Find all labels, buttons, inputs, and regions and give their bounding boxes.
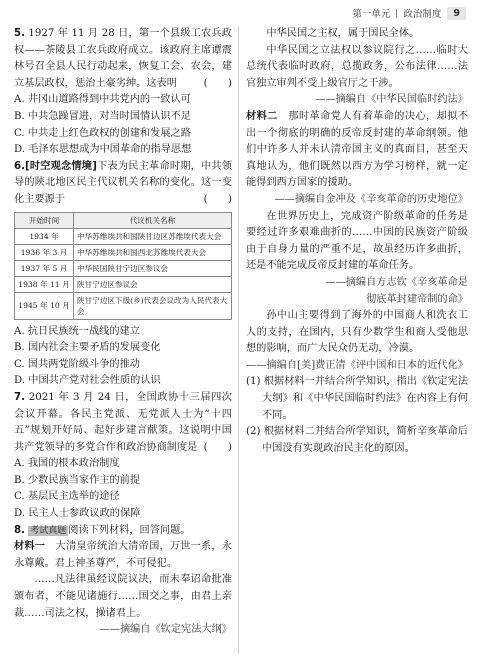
page-number: 9 bbox=[447, 7, 466, 20]
material-2-source-2b: 彻底革封建帝制的命》 bbox=[366, 293, 468, 305]
material-1-source-2: ——摘编自《中华民国临时约法》 bbox=[315, 94, 468, 106]
unit-label: 第一单元 bbox=[352, 9, 391, 20]
sub-question-1: (1) 根据材料一并结合所学知识，指出《钦定宪法大纲》和《中华民国临时约法》在内容上有何不同。 bbox=[246, 376, 468, 421]
option-b: B. 中共急躁冒进，对当时国情认识不足 bbox=[14, 110, 191, 122]
table-cell-name: 中华民国陕甘宁边区参议会 bbox=[74, 260, 232, 276]
table-cell-time: 1936 年 3 月 bbox=[15, 244, 74, 260]
question-6-stem bbox=[14, 159, 232, 209]
question-8-text: 阅读下列材料，回答问题。 bbox=[68, 524, 191, 536]
table-header: 开始时间 bbox=[15, 212, 74, 228]
table-cell-name: 陕甘宁边区下级(乡)代表会议改为人民代表大会 bbox=[74, 292, 232, 319]
material-2-label: 材料二 bbox=[246, 110, 278, 122]
material-2-para-2: 在世界历史上，完成资产阶级革命的任务是要经过许多艰难曲折的……中国的民族资产阶级由于自身力量的严重不足，故虽经历许多曲折，还是不能完成反帝反封建的革命任务。 bbox=[246, 210, 468, 272]
right-column bbox=[246, 26, 468, 457]
header-divider bbox=[396, 9, 397, 18]
material-1-label: 材料一 bbox=[14, 541, 46, 553]
table-row bbox=[15, 292, 232, 319]
table-cell-name: 中华苏维埃共和国西北苏维埃代表大会 bbox=[74, 244, 232, 260]
option-d: D. 毛泽东思想成为中国革命的指导思想 bbox=[14, 144, 192, 156]
material-1-para-2: ……凡法律虽经议院议决，而未奉诏命批准颁布者，不能见诸施行……国交之事，由君上亲裁……司法之权，操诸君上。 bbox=[14, 574, 232, 619]
option-d: D. 民主人士参政议政的保障 bbox=[14, 508, 141, 520]
material-2-source-1: ——摘编自金冲及《辛亥革命的历史地位》 bbox=[274, 193, 468, 205]
table-row bbox=[15, 228, 232, 244]
option-c: C. 基层民主选举的途径 bbox=[14, 491, 120, 503]
option-d: D. 中国共产党对社会性质的认识 bbox=[14, 375, 161, 387]
topic-label: 政治制度 bbox=[403, 9, 442, 20]
question-7-text: 2021 年 3 月 24 日，全国政协十三届四次会议开幕。各民主党派、无党派人士为“十四五”规划开好局、起好步建言献策。这说明中国共产党领导的多党合作和政治协商制度是 bbox=[14, 391, 232, 453]
answer-paren: ( ) bbox=[203, 193, 232, 205]
question-7-number: 7. bbox=[14, 391, 25, 403]
question-6-tag: [时空观念情境] bbox=[24, 160, 97, 172]
material-1-para bbox=[14, 539, 232, 572]
option-a: A. 井冈山道路得到中共党内的一致认可 bbox=[14, 94, 191, 106]
table-cell-name: 中华苏维埃共和国陕甘边区苏维埃代表大会 bbox=[74, 228, 232, 244]
option-a: A. 抗日民族统一战线的建立 bbox=[14, 325, 140, 337]
table-row bbox=[15, 244, 232, 260]
option-b: B. 少数民族当家作主的前提 bbox=[14, 474, 141, 486]
option-b: B. 国内社会主要矛盾的发展变化 bbox=[14, 342, 161, 354]
answer-paren: ( ) bbox=[203, 441, 232, 453]
option-c: C. 中共走上红色政权的创建和发展之路 bbox=[14, 127, 191, 139]
material-2-text: 那时革命党人有着革命的决心，却拟不出一个彻底的明确的反帝反封建的革命纲领。他们中许多人并未认清帝国主义的真面目，甚至天真地认为，他们既然以西方为学习榜样，就一定能得到西方国家的援助。 bbox=[246, 110, 469, 189]
table-cell-time: 1938 年 11 月 bbox=[15, 276, 74, 292]
question-6-text: 下表为民主革命时期，中共领导的陕北地区民主代议机关名称的变化。这一变化主要源于 bbox=[14, 160, 233, 205]
material-1-source: ——摘编自《钦定宪法大纲》 bbox=[99, 624, 232, 636]
question-5-text: 1927 年 11 月 28 日，第一个县级工农兵政权——茶陵县工农兵政府成立。该政府主席谭震林号召全县人民行动起来，恢复工会、农会，建立基层政权，惩治土豪劣绅。这表明 bbox=[14, 28, 232, 89]
table-cell-time: 1945 年 10 月 bbox=[15, 292, 74, 319]
table-row bbox=[15, 260, 232, 276]
material-1-para-3: 中华民国之主权，属于国民全体。 bbox=[266, 28, 420, 39]
table-row bbox=[15, 276, 232, 292]
column-divider bbox=[238, 26, 239, 654]
material-2-para bbox=[246, 109, 468, 192]
material-2-para-3: 孙中山主要得到了海外的中国商人和洗衣工人的支持，在国内，只有少数学生和商人受他思想的影响，而广大民众仍无动，冷漠。 bbox=[246, 310, 468, 355]
question-7-stem bbox=[14, 390, 232, 456]
table-header-row bbox=[15, 212, 232, 228]
table-cell-time: 1937 年 5 月 bbox=[15, 260, 74, 276]
material-2-source-2a: ——摘编自方志钦《辛亥革命是 bbox=[325, 276, 468, 288]
option-c: C. 国共两党阶级斗争的推动 bbox=[14, 358, 140, 370]
table-header: 代议机关名称 bbox=[74, 212, 232, 228]
question-5-stem bbox=[14, 26, 232, 92]
material-1-text: 大清皇帝统治大清帝国，万世一系，永永尊戴。君上神圣尊严，不可侵犯。 bbox=[14, 541, 232, 569]
sub-question-2: (2) 根据材料二并结合所学知识，简析辛亥革命后中国没有实现政治民主化的原因。 bbox=[246, 426, 468, 454]
material-2-source-3: ——摘编自[美]费正清《评中国和日本的近代化》 bbox=[246, 359, 468, 371]
material-1-para-4: 中华民国之立法权以参议院行之……临时大总统代表临时政府，总揽政务，公布法律……法官独立审判不受上级官厅之干涉。 bbox=[246, 44, 468, 89]
question-8-number: 8. bbox=[14, 524, 25, 536]
table-cell-time: 1934 年 bbox=[15, 228, 74, 244]
table-cell-name: 陕甘宁边区参议会 bbox=[74, 276, 232, 292]
question-6-number: 6. bbox=[14, 160, 25, 172]
left-column bbox=[14, 26, 232, 639]
option-a: A. 我国的根本政治制度 bbox=[14, 458, 120, 470]
exam-question-tag: 考试真题 bbox=[30, 525, 67, 536]
congress-name-table bbox=[14, 212, 232, 320]
question-8-stem bbox=[14, 523, 232, 540]
answer-paren: ( ) bbox=[203, 77, 232, 89]
question-5-number: 5. bbox=[14, 28, 25, 39]
page-header bbox=[352, 6, 466, 20]
